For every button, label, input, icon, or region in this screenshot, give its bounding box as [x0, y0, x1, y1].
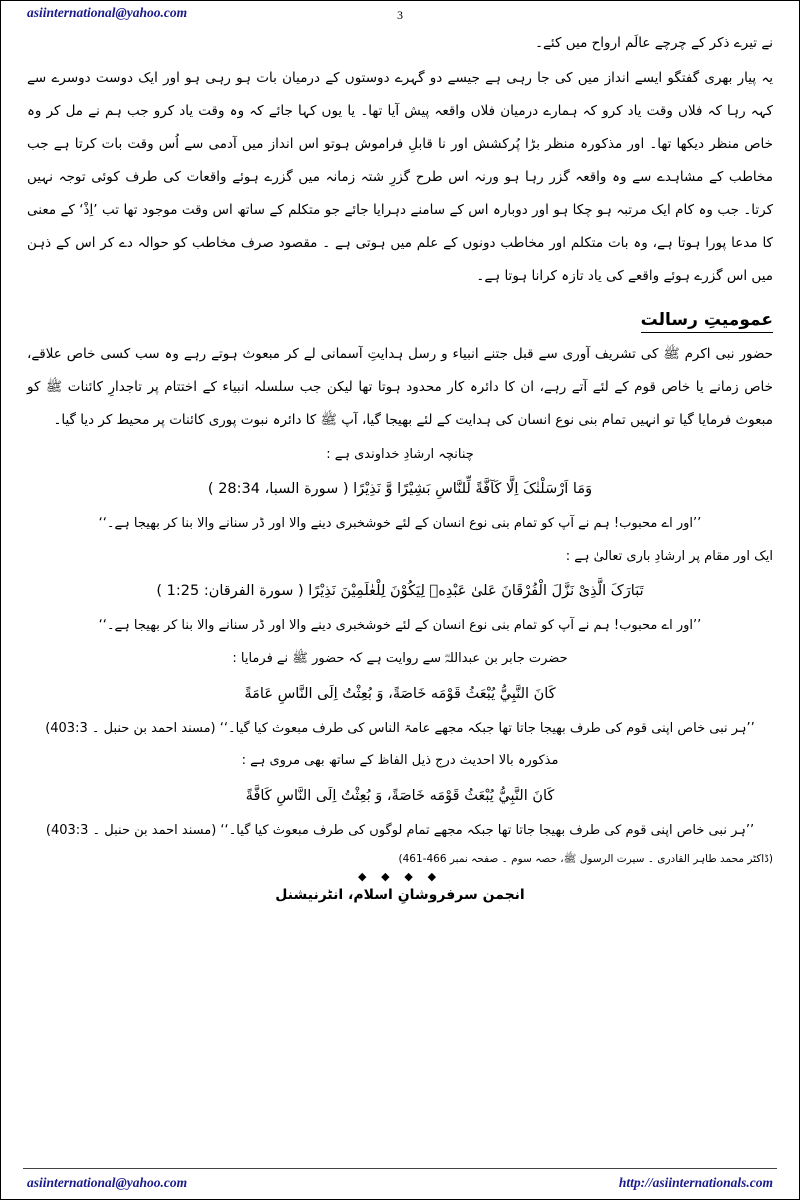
hadith-intro-2: مذکورہ بالا احدیث درج ذیل الفاظ کے ساتھ بھی مروی ہے : [241, 753, 559, 769]
organization-name: انجمن سرفروشانِ اسلام، انٹرنیشنل [275, 887, 525, 904]
quran-translation-2: ’’اور اے محبوب! ہم نے آپ کو تمام بنی نوع انسان کے لئے خوشخبری دینے والا اور ڈر سنانے والا بنا کر بھیجا ہے۔‘‘ [98, 618, 702, 634]
hadith-text-2: کَانَ النَّبِيُّ یُبْعَثُ قَوْمَه خَاصَةً، وَ بُعِثْتُ اِلَی النَّاسِ کَافَّةً [245, 787, 555, 804]
page-footer [1, 1167, 799, 1191]
divider-dots: ◆ ◆ ◆ ◆ [357, 871, 443, 884]
hadith-translation-1: ’’ہر نبی خاص اپنی قوم کی طرف بھیجا جاتا تھا جبکہ مجھے عامۃ الناس کی طرف مبعوث کیا گیا۔‘‘ (مسند احمد بن حنبل ۔ 403:3) [45, 720, 755, 736]
page-header [1, 5, 799, 27]
body-paragraph-0: نے تیرے ذکر کے چرچے عالَم ارواح میں کئے۔ [535, 35, 773, 51]
source-reference: (ڈاکٹر محمد طاہر القادری ۔ سیرت الرسول ﷺ، حصہ سوم ۔ صفحہ نمبر 466-461) [398, 853, 773, 866]
quran-translation-1: ’’اور اے محبوب! ہم نے آپ کو تمام بنی نوع انسان کے لئے خوشخبری دینے والا اور ڈر سنانے والا بنا کر بھیجا ہے۔‘‘ [98, 516, 702, 532]
footer-url[interactable]: http://asiinternationals.com [618, 1175, 773, 1190]
section-heading [27, 310, 773, 330]
footer-email[interactable]: asiinternational@yahoo.com [27, 1175, 188, 1190]
page-number: 3 [397, 8, 403, 22]
section-heading-text: عمومیتِ رسالت [641, 310, 773, 333]
heading-paragraph: حضور نبی اکرم ﷺ کی تشریف آوری سے قبل جتنے انبیاء و رسل ہدایتِ آسمانی لے کر مبعوث ہوتے رہے وہ سب کسی خاص علاقے، خاص زمانے یا خاص قوم کے لئے آتے رہے، ان کا دائرہ کار محدود ہوتا تھا لیکن جب سلسلہ انبیاء کے اختتام پر تاجدارِ کائنات ﷺ کو مبعوث فرمایا گیا تو انہیں تمام بنی نوع انسان کی ہدایت کے لئے بھیجا گیا، آپ ﷺ کا دائرہ نبوت پوری کائنات پر محیط کر دیا گیا۔ [27, 345, 773, 428]
quran-intro-2: ایک اور مقام پر ارشادِ باری تعالیٰ ہے : [565, 548, 773, 564]
document-body [27, 27, 773, 1129]
quran-verse-1: وَمَا اَرْسَلْنٰکَ اِلَّا کَآفَّةً لِّلنَّاسِ بَشِیْرًا وَّ نَذِیْرًا ( سورة السبا، 28:34 ) [207, 481, 593, 498]
hadith-text-1: کَانَ النَّبِيُّ یُبْعَثُ قَوْمَه خَاصَةً، وَ بُعِثْتُ اِلَی النَّاسِ عَامَةً [244, 685, 556, 702]
body-paragraph-1: یہ پیار بھری گفتگو ایسے انداز میں کی جا رہی ہے جیسے دو گہرے دوستوں کے درمیان بات ہو رہی ہو اور ایک دوست دوسرے سے کہہ رہا کہ فلاں وقت یاد کرو کہ ہمارے درمیان فلاں واقعہ پیش آیا تھا۔ یا یوں کہا جائے کہ وہ وقت یاد کرو جب ہم نے مل کر وہ خاص منظر دیکھا تھا۔ اور مذکورہ منظر بڑا پُرکشش اور نا قابلِ فراموش ہوتو اس انداز میں آدمی سے اُس وقت بات کرتا ہے جب مخاطب کے مشاہدے سے وہ واقعہ گزر رہا ہو ورنہ اس طرح گزرِ شتہ زمانہ میں گزرے ہوئے واقعات کی طرف کوئی توجہ نہیں کرتا۔ جب وہ کام ایک مرتبہ ہو چکا ہو اور دوبارہ اس کے سامنے دہرایا جائے جو متکلم کے ساتھ اس وقت موجود تھا تب ’اِذْ‘ کے معنی کا مدعا پورا ہوتا ہے، وہ بات متکلم اور مخاطب دونوں کے علم میں ہوتی ہے ۔ مقصود صرف مخاطب کو حوالہ دے کر اس کے ذہن میں اس گزرے ہوئے واقعے کی یاد تازہ کرانا ہوتا ہے۔ [27, 70, 773, 285]
hadith-translation-2: ’’ہر نبی خاص اپنی قوم کی طرف بھیجا جاتا تھا جبکہ مجھے تمام لوگوں کی طرف مبعوث کیا گیا۔‘‘ (مسند احمد بن حنبل ۔ 403:3) [45, 822, 755, 838]
quran-intro-1: چنانچہ ارشادِ خداوندی ہے : [326, 446, 474, 462]
hadith-intro-1: حضرت جابر بن عبداللہؓ سے روایت ہے کہ حضور ﷺ نے فرمایا : [232, 651, 568, 667]
header-email: asiinternational@yahoo.com [27, 5, 188, 20]
quran-verse-2: تَبَارَکَ الَّذِیْ نَزَّلَ الْفُرْقَانَ عَلیٰ عَبْدِهٖ لِیَکُوْنَ لِلْعٰلَمِیْنَ نَذِیْرًا ( سورة الفرقان: 1:25 ) [156, 583, 644, 600]
